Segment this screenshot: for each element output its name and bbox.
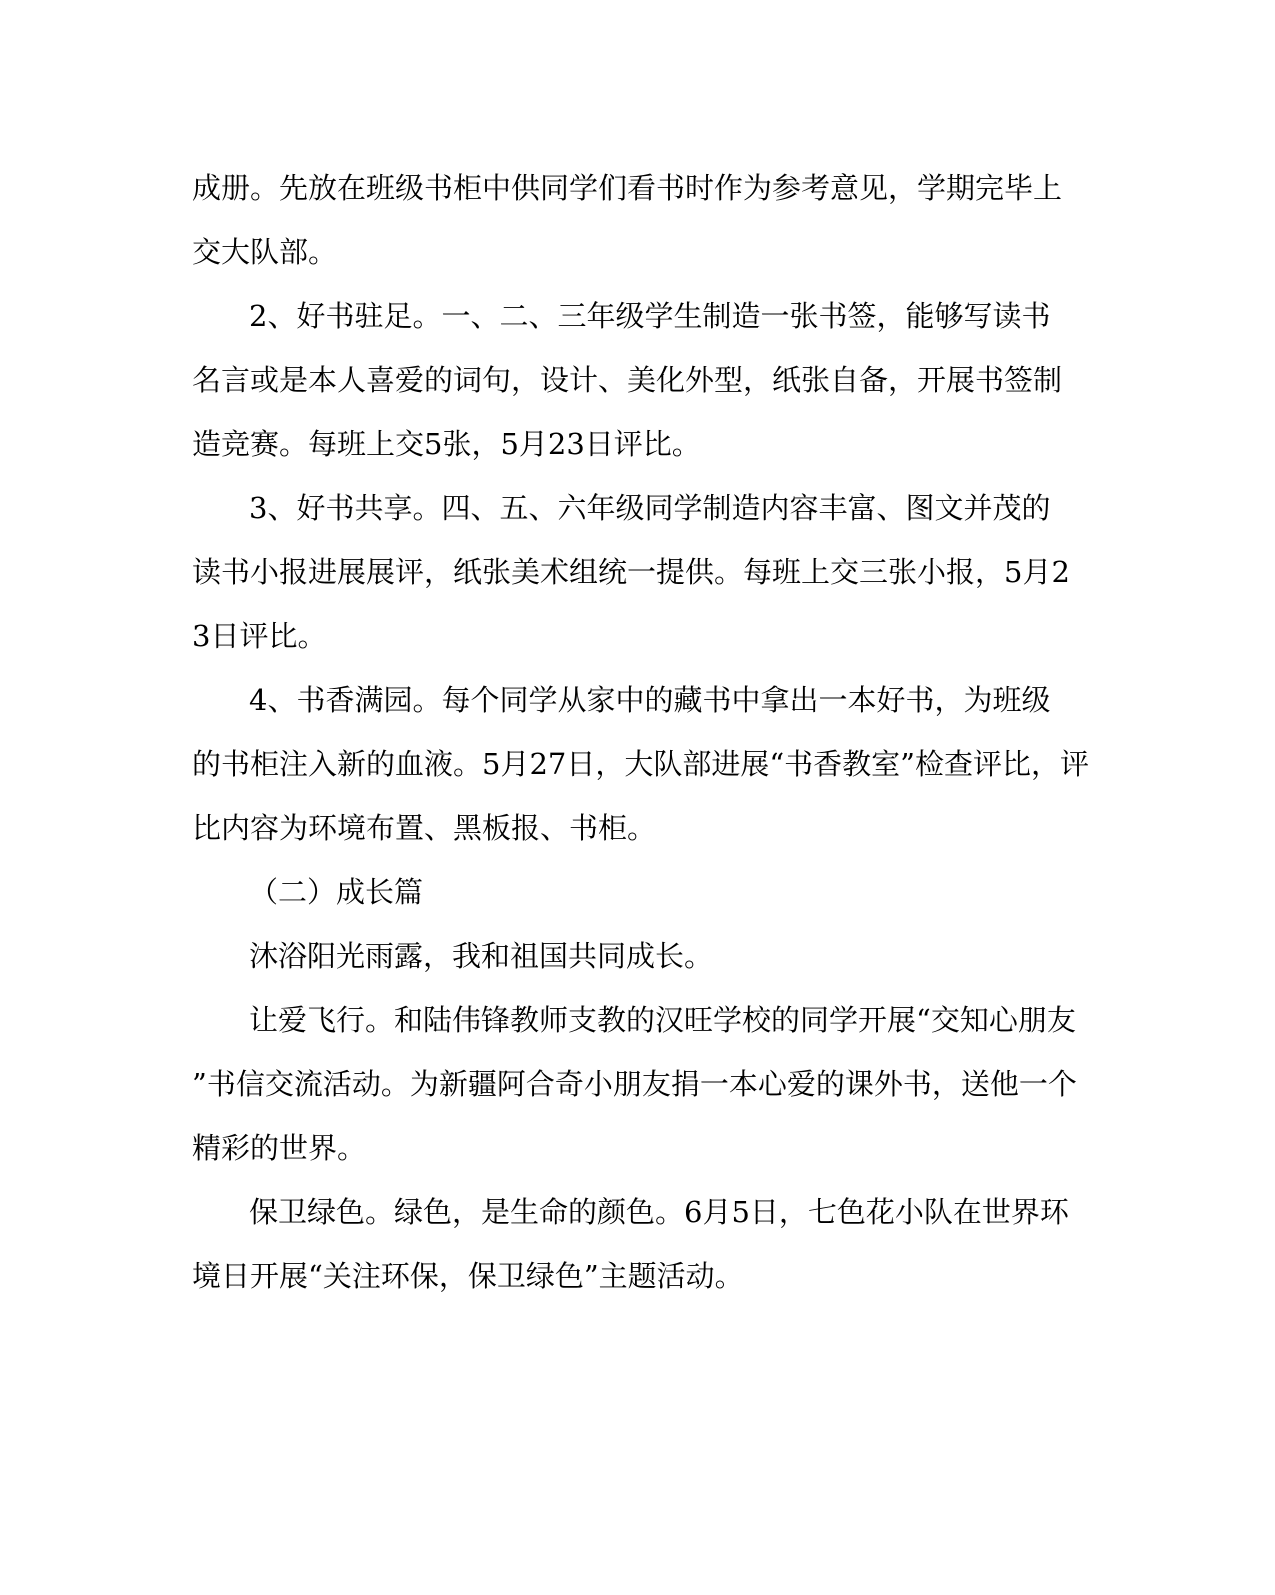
text-line: ”书信交流活动。为新疆阿合奇小朋友捐一本心爱的课外书，送他一个: [192, 1067, 1077, 1101]
text-line: 名言或是本人喜爱的词句，设计、美化外型，纸张自备，开展书签制: [192, 363, 1063, 397]
paragraph-line: 让爱飞行。和陆伟锋教师支教的汉旺学校的同学开展“交知心朋友: [249, 1003, 1076, 1037]
text-line: 造竞赛。每班上交5张，5月23日评比。: [192, 427, 701, 461]
paragraph-line: 沐浴阳光雨露，我和祖国共同成长。: [249, 939, 714, 973]
text-line: 成册。先放在班级书柜中供同学们看书时作为参考意见，学期完毕上: [192, 171, 1063, 205]
paragraph-line: 4、书香满园。每个同学从家中的藏书中拿出一本好书，为班级: [249, 683, 1051, 717]
text-line: 境日开展“关注环保，保卫绿色”主题活动。: [192, 1259, 744, 1293]
text-line: 读书小报进展展评，纸张美术组统一提供。每班上交三张小报，5月2: [192, 555, 1070, 589]
text-line: 交大队部。: [192, 235, 338, 269]
text-line: 的书柜注入新的血液。5月27日，大队部进展“书香教室”检查评比，评: [192, 747, 1090, 781]
text-line: 3日评比。: [192, 619, 327, 653]
paragraph-line: 3、好书共享。四、五、六年级同学制造内容丰富、图文并茂的: [249, 491, 1051, 525]
paragraph-line: 保卫绿色。绿色，是生命的颜色。6月5日，七色花小队在世界环: [249, 1195, 1069, 1229]
text-line: 精彩的世界。: [192, 1131, 367, 1165]
paragraph-line: 2、好书驻足。一、二、三年级学生制造一张书签，能够写读书: [249, 299, 1051, 333]
text-line: 比内容为环境布置、黑板报、书柜。: [192, 811, 657, 845]
section-heading: （二）成长篇: [249, 875, 424, 909]
